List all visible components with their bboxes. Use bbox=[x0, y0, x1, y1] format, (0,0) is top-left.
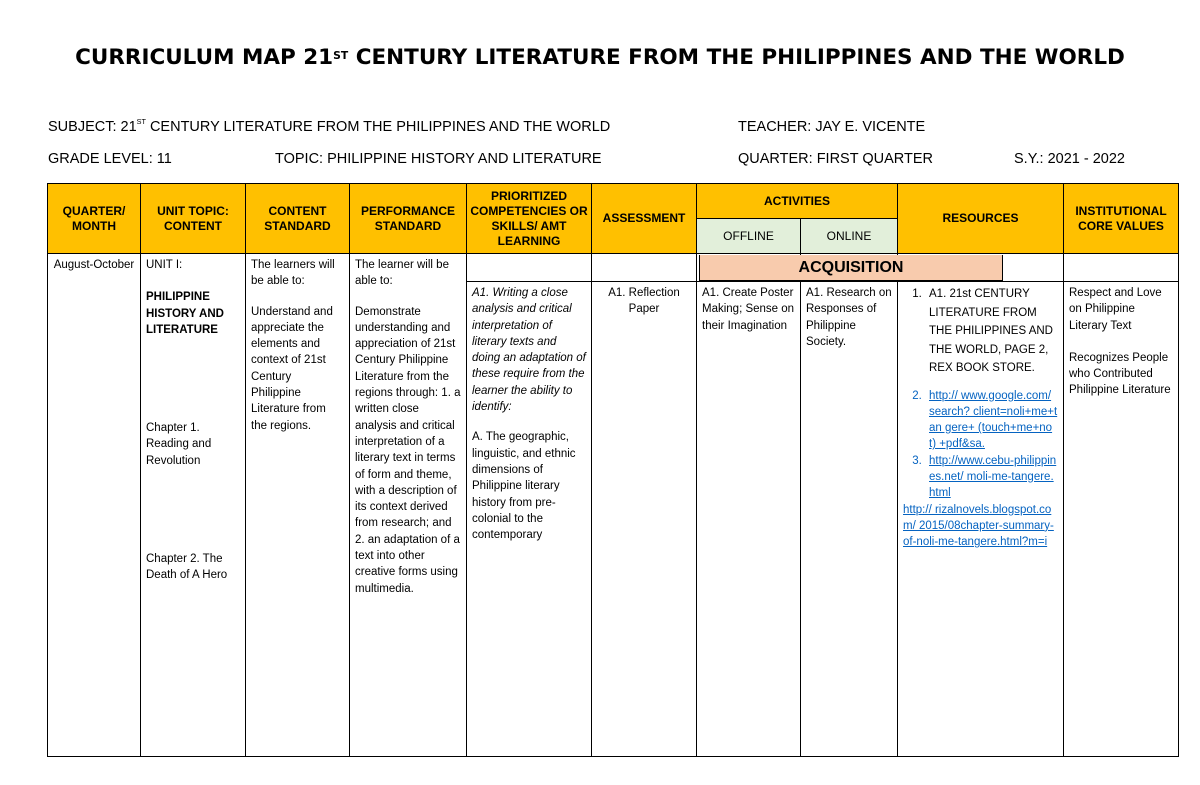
teacher-line: TEACHER: JAY E. VICENTE bbox=[738, 119, 926, 135]
performance-standard-cell bbox=[350, 254, 467, 757]
header-performance-standard: PERFORMANCE STANDARD bbox=[350, 184, 467, 254]
header-online: ONLINE bbox=[801, 219, 898, 254]
assessment-cell: A1. Reflection Paper bbox=[592, 282, 697, 757]
offline-activity-cell: A1. Create Poster Making; Sense on their Imagination bbox=[697, 282, 801, 757]
resource-link-rizalnovels[interactable]: http:// rizalnovels.blogspot.com/ 2015/08chapter-summary-of-noli-me-tangere.html?m=i bbox=[903, 503, 1054, 549]
performance-standard-intro: The learner will be able to: bbox=[355, 259, 449, 288]
header-core-values: INSTITUTIONAL CORE VALUES bbox=[1064, 184, 1179, 254]
core-values-cell bbox=[1064, 282, 1179, 757]
resource-link-google[interactable]: 2. http:// www.google.com/ search? client=noli+me+tan gere+ (touch+me+not) +pdf&sa. bbox=[925, 388, 1058, 453]
chapter-1: Chapter 1. Reading and Revolution bbox=[146, 422, 212, 467]
school-year: S.Y.: 2021 - 2022 bbox=[1014, 151, 1125, 167]
resource-link-cebu[interactable]: 3. http://www.cebu-philippines.net/ moli-me-tangere.html bbox=[925, 453, 1058, 502]
quarter-line: QUARTER: FIRST QUARTER bbox=[738, 151, 933, 167]
grade-level: GRADE LEVEL: 11 bbox=[48, 151, 172, 167]
competency-a: A. The geographic, linguistic, and ethnic dimensions of Philippine literary history from pre-colonial to the contemporary bbox=[472, 431, 576, 542]
subject-line: SUBJECT: 21ST CENTURY LITERATURE FROM THE PHILIPPINES AND THE WORLD bbox=[48, 117, 611, 135]
competency-intro: A1. Writing a close analysis and critical interpretation of literary texts and doing an adaptation of these require from the learner the ability to identify: bbox=[472, 287, 586, 414]
content-standard-cell bbox=[246, 254, 350, 757]
header-assessment: ASSESSMENT bbox=[592, 184, 697, 254]
header-resources: RESOURCES bbox=[898, 184, 1064, 254]
topic-line: TOPIC: PHILIPPINE HISTORY AND LITERATURE bbox=[275, 151, 602, 167]
unit-label: UNIT I: bbox=[146, 259, 183, 271]
header-content-standard: CONTENT STANDARD bbox=[246, 184, 350, 254]
unit-title: PHILIPPINE HISTORY AND LITERATURE bbox=[146, 291, 224, 336]
content-standard-intro: The learners will be able to: bbox=[251, 259, 335, 288]
resources-cell bbox=[898, 282, 1064, 757]
header-offline: OFFLINE bbox=[697, 219, 801, 254]
document-title: CURRICULUM MAP 21ST CENTURY LITERATURE FROM THE PHILIPPINES AND THE WORLD bbox=[75, 45, 1125, 70]
resource-1: 1. A1. 21st CENTURY LITERATURE FROM THE PHILIPPINES AND THE WORLD, PAGE 2, REX BOOK STORE. bbox=[925, 285, 1058, 378]
header-activities: ACTIVITIES bbox=[697, 184, 898, 219]
header-competencies: PRIORITIZED COMPETENCIES OR SKILLS/ AMT LEARNING bbox=[467, 184, 592, 254]
chapter-2: Chapter 2. The Death of A Hero bbox=[146, 553, 228, 582]
header-unit-topic: UNIT TOPIC: CONTENT bbox=[141, 184, 246, 254]
header-quarter-month: QUARTER/ MONTH bbox=[48, 184, 141, 254]
content-standard-text: Understand and appreciate the elements and context of 21st Century Philippine Literature from the regions. bbox=[251, 305, 333, 432]
competencies-cell bbox=[467, 282, 592, 757]
core-value-1: Respect and Love on Philippine Literary Text bbox=[1069, 287, 1162, 332]
month-cell: August-October bbox=[48, 254, 141, 757]
curriculum-table bbox=[47, 183, 1179, 757]
unit-topic-cell bbox=[141, 254, 246, 757]
online-activity-cell: A1. Research on Responses of Philippine Society. bbox=[801, 282, 898, 757]
core-value-2: Recognizes People who Contributed Philippine Literature bbox=[1069, 351, 1171, 397]
acquisition-banner: ACQUISITION bbox=[699, 255, 1003, 281]
performance-standard-text: Demonstrate understanding and appreciation of 21st Century Philippine Literature from the regions through: 1. a written close analysis and critical interpretation of a literary text in terms of form and theme, with a description of its context derived from research; and 2. an adaptation of a text into other creative forms using multimedia. bbox=[355, 305, 461, 595]
